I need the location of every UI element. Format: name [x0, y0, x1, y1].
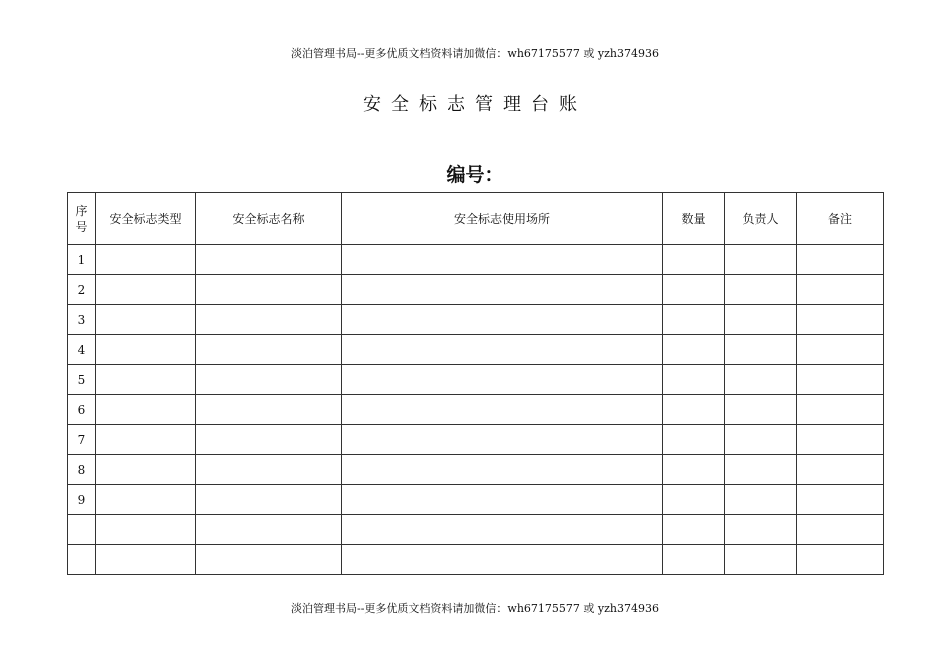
table-row: [68, 515, 884, 545]
quantity-cell[interactable]: [663, 365, 725, 395]
responsible-person-cell[interactable]: [725, 455, 797, 485]
remarks-cell[interactable]: [797, 275, 884, 305]
remarks-cell[interactable]: [797, 305, 884, 335]
table-body: [68, 245, 884, 575]
seq-cell: 3: [68, 305, 96, 335]
sign-type-cell[interactable]: [96, 425, 196, 455]
table-row: [68, 275, 884, 305]
column-header-sign-name: 安全标志名称: [196, 193, 342, 245]
seq-cell: 1: [68, 245, 96, 275]
usage-location-cell[interactable]: [342, 425, 663, 455]
responsible-person-cell[interactable]: [725, 245, 797, 275]
usage-location-cell[interactable]: [342, 395, 663, 425]
table-row: [68, 335, 884, 365]
quantity-cell[interactable]: [663, 485, 725, 515]
responsible-person-cell[interactable]: [725, 515, 797, 545]
sign-type-cell[interactable]: [96, 275, 196, 305]
sign-name-cell[interactable]: [196, 425, 342, 455]
seq-cell: 9: [68, 485, 96, 515]
seq-cell: 4: [68, 335, 96, 365]
sign-type-cell[interactable]: [96, 335, 196, 365]
responsible-person-cell[interactable]: [725, 275, 797, 305]
sign-type-cell[interactable]: [96, 455, 196, 485]
table-row: [68, 245, 884, 275]
remarks-cell[interactable]: [797, 455, 884, 485]
column-header-quantity: 数量: [663, 193, 725, 245]
quantity-cell[interactable]: [663, 335, 725, 365]
usage-location-cell[interactable]: [342, 335, 663, 365]
usage-location-cell[interactable]: [342, 275, 663, 305]
column-header-responsible-person: 负责人: [725, 193, 797, 245]
remarks-cell[interactable]: [797, 545, 884, 575]
table-header-row: [68, 193, 884, 245]
header-note: 淡泊管理书局--更多优质文档资料请加微信：wh67175577 或 yzh374936: [291, 47, 659, 60]
usage-location-cell[interactable]: [342, 245, 663, 275]
seq-cell: 2: [68, 275, 96, 305]
quantity-cell[interactable]: [663, 275, 725, 305]
table-row: [68, 545, 884, 575]
page-title: 安全标志管理台账: [363, 94, 587, 115]
sign-name-cell[interactable]: [196, 515, 342, 545]
number-label: 编号：: [446, 164, 504, 186]
sign-type-cell[interactable]: [96, 545, 196, 575]
sign-name-cell[interactable]: [196, 545, 342, 575]
quantity-cell[interactable]: [663, 245, 725, 275]
column-header-usage-location: 安全标志使用场所: [342, 193, 663, 245]
usage-location-cell[interactable]: [342, 485, 663, 515]
seq-cell: [68, 545, 96, 575]
quantity-cell[interactable]: [663, 515, 725, 545]
usage-location-cell[interactable]: [342, 305, 663, 335]
ledger-table: [67, 192, 884, 575]
quantity-cell[interactable]: [663, 545, 725, 575]
responsible-person-cell[interactable]: [725, 335, 797, 365]
table-row: [68, 455, 884, 485]
usage-location-cell[interactable]: [342, 455, 663, 485]
sign-name-cell[interactable]: [196, 455, 342, 485]
column-header-sign-type: 安全标志类型: [96, 193, 196, 245]
seq-cell: 7: [68, 425, 96, 455]
sign-name-cell[interactable]: [196, 305, 342, 335]
table-row: [68, 365, 884, 395]
remarks-cell[interactable]: [797, 485, 884, 515]
usage-location-cell[interactable]: [342, 365, 663, 395]
sign-name-cell[interactable]: [196, 275, 342, 305]
sign-type-cell[interactable]: [96, 245, 196, 275]
sign-name-cell[interactable]: [196, 485, 342, 515]
remarks-cell[interactable]: [797, 515, 884, 545]
sign-name-cell[interactable]: [196, 335, 342, 365]
footer-note: 淡泊管理书局--更多优质文档资料请加微信：wh67175577 或 yzh374936: [291, 602, 659, 615]
responsible-person-cell[interactable]: [725, 365, 797, 395]
sign-name-cell[interactable]: [196, 365, 342, 395]
remarks-cell[interactable]: [797, 395, 884, 425]
column-header-seq: 序号: [68, 193, 96, 245]
quantity-cell[interactable]: [663, 455, 725, 485]
quantity-cell[interactable]: [663, 395, 725, 425]
seq-cell: 5: [68, 365, 96, 395]
seq-cell: 6: [68, 395, 96, 425]
responsible-person-cell[interactable]: [725, 545, 797, 575]
remarks-cell[interactable]: [797, 335, 884, 365]
table-row: [68, 305, 884, 335]
remarks-cell[interactable]: [797, 245, 884, 275]
responsible-person-cell[interactable]: [725, 395, 797, 425]
sign-name-cell[interactable]: [196, 395, 342, 425]
seq-cell: 8: [68, 455, 96, 485]
table-row: [68, 395, 884, 425]
sign-name-cell[interactable]: [196, 245, 342, 275]
quantity-cell[interactable]: [663, 425, 725, 455]
sign-type-cell[interactable]: [96, 485, 196, 515]
remarks-cell[interactable]: [797, 425, 884, 455]
responsible-person-cell[interactable]: [725, 425, 797, 455]
sign-type-cell[interactable]: [96, 395, 196, 425]
sign-type-cell[interactable]: [96, 365, 196, 395]
responsible-person-cell[interactable]: [725, 485, 797, 515]
usage-location-cell[interactable]: [342, 545, 663, 575]
sign-type-cell[interactable]: [96, 515, 196, 545]
table-row: [68, 425, 884, 455]
sign-type-cell[interactable]: [96, 305, 196, 335]
responsible-person-cell[interactable]: [725, 305, 797, 335]
quantity-cell[interactable]: [663, 305, 725, 335]
seq-cell: [68, 515, 96, 545]
remarks-cell[interactable]: [797, 365, 884, 395]
table-row: [68, 485, 884, 515]
usage-location-cell[interactable]: [342, 515, 663, 545]
column-header-remarks: 备注: [797, 193, 884, 245]
